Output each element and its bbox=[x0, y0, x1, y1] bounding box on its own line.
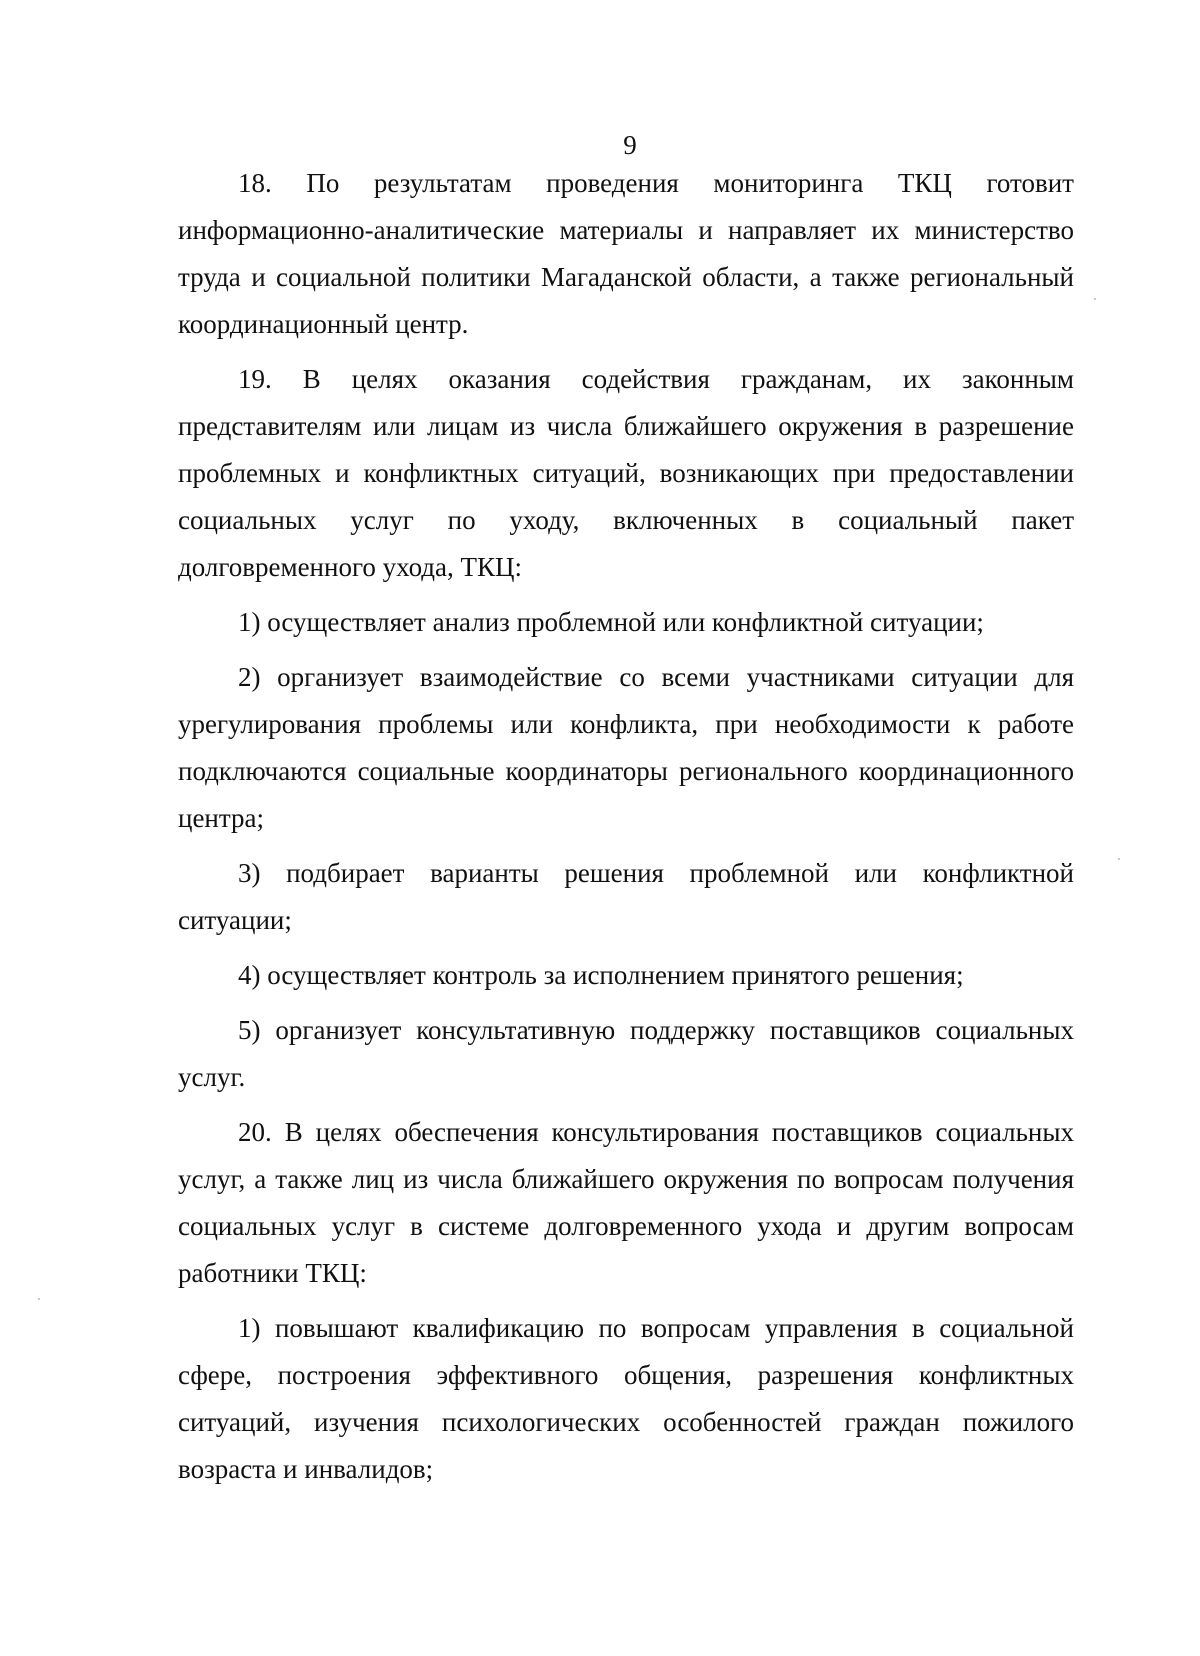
paragraph-19-item-5: 5) организует консультативную поддержку поставщиков социальных услуг. bbox=[178, 1015, 1074, 1092]
paragraph-19-item-3: 3) подбирает варианты решения проблемной или конфликтной ситуации; bbox=[178, 858, 1074, 935]
paragraph-19: 19. В целях оказания содействия гражданам, их законным представителям или лицам из числа ближайшего окружения в разрешение проблемных и конфликтных ситуаций, возникающих при предоставлении социальных услуг по уходу, включенных в социальный пакет долговременного ухода, ТКЦ: bbox=[178, 364, 1074, 582]
scan-speck bbox=[1094, 298, 1096, 300]
scan-speck bbox=[1118, 858, 1120, 860]
paragraph-20: 20. В целях обеспечения консультирования поставщиков социальных услуг, а также лиц из числа ближайшего окружения по вопросам получения социальных услуг в системе долговременного ухода и другим вопросам работники ТКЦ: bbox=[178, 1117, 1074, 1288]
page-number: 9 bbox=[623, 130, 637, 160]
paragraph-19-item-1: 1) осуществляет анализ проблемной или конфликтной ситуации; bbox=[238, 607, 984, 637]
paragraph-19-item-4: 4) осуществляет контроль за исполнением принятого решения; bbox=[238, 960, 964, 990]
scan-speck bbox=[38, 1298, 40, 1300]
document-body bbox=[178, 160, 1074, 1493]
paragraph-19-item-2: 2) организует взаимодействие со всеми участниками ситуации для урегулирования проблемы или конфликта, при необходимости к работе подключаются социальные координаторы регионального координационного центра; bbox=[178, 662, 1074, 833]
paragraph-20-item-1: 1) повышают квалификацию по вопросам управления в социальной сфере, построения эффективного общения, разрешения конфликтных ситуаций, изучения психологических особенностей граждан пожилого возраста и инвалидов; bbox=[178, 1313, 1074, 1484]
paragraph-18: 18. По результатам проведения мониторинга ТКЦ готовит информационно-аналитические материалы и направляет их министерство труда и социальной политики Магаданской области, а также региональный координационный центр. bbox=[178, 168, 1074, 339]
